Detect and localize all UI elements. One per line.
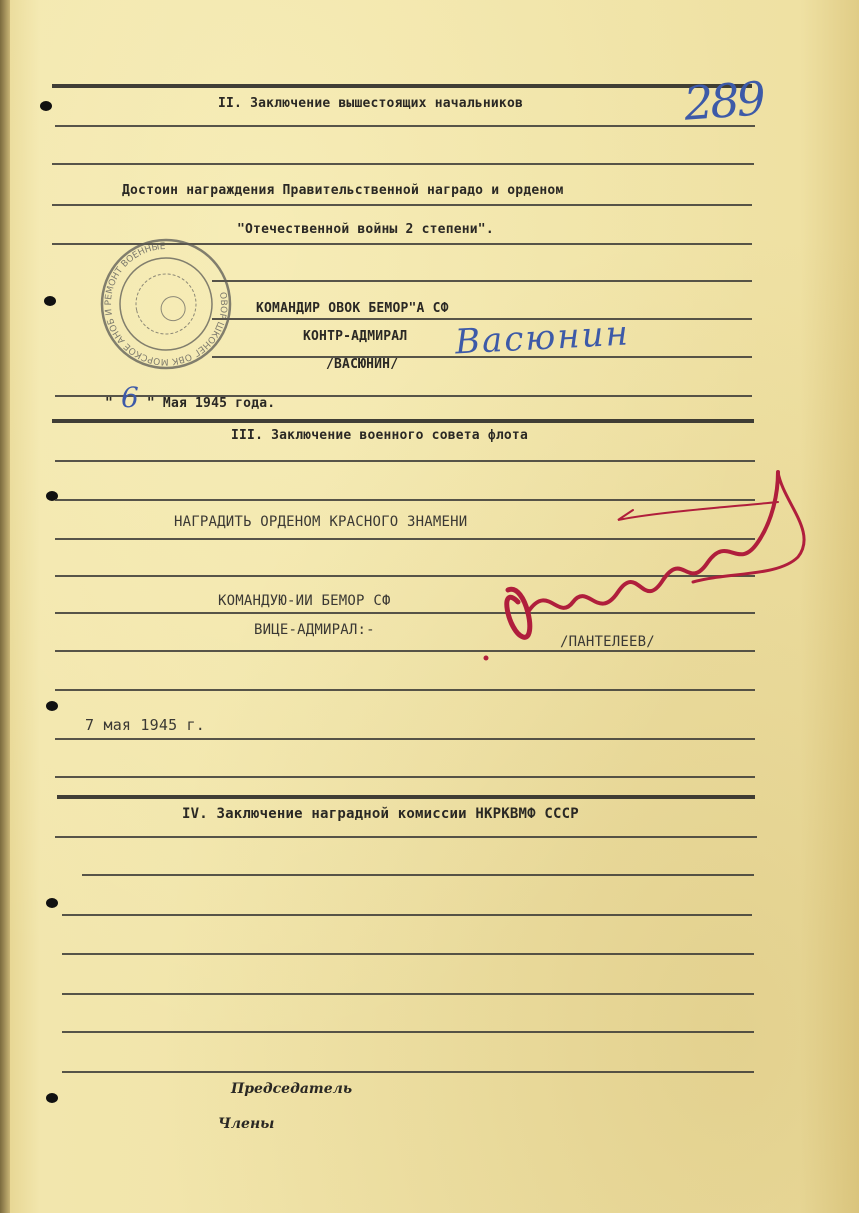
section4-heading: IV. Заключение наградной комиссии НКРКВМФ СССР [182, 806, 579, 822]
date-rest: " Мая 1945 года. [146, 396, 276, 411]
ruled-line [212, 280, 752, 282]
punch-hole [46, 1093, 58, 1103]
ruled-line [55, 689, 755, 691]
punch-hole [40, 101, 52, 111]
section3-heading: III. Заключение военного совета флота [231, 428, 528, 443]
section2-signer-name: /ВАСЮНИН/ [326, 357, 399, 372]
signature-vasyunin: Васюнин [454, 313, 631, 363]
section-divider [52, 419, 754, 423]
punch-hole [44, 296, 56, 306]
section2-heading: II. Заключение вышестоящих начальников [218, 96, 524, 111]
chairman-label: Председатель [231, 1081, 353, 1097]
ruled-line [62, 953, 754, 955]
section2-signer-title1: КОМАНДИР ОВОК БЕМОР"А СФ [256, 301, 449, 316]
page-edge [0, 0, 10, 1213]
archive-number: 289 [682, 71, 765, 131]
ruled-line [55, 836, 757, 838]
section3-signer-title1: КОМАНДУЮ-ИИ БЕМОР СФ [218, 593, 391, 609]
members-label: Члены [218, 1116, 275, 1132]
punch-hole [46, 701, 58, 711]
section3-decision: НАГРАДИТЬ ОРДЕНОМ КРАСНОГО ЗНАМЕНИ [174, 514, 468, 530]
section2-text-line2: "Отечественной войны 2 степени". [237, 222, 494, 237]
section3-signer-title2: ВИЦЕ-АДМИРАЛ:- [254, 622, 375, 638]
ruled-line [62, 914, 752, 916]
ruled-line [212, 318, 752, 320]
ruled-line [52, 163, 754, 165]
round-stamp [85, 223, 246, 384]
ruled-line [62, 1031, 754, 1033]
ruled-line [82, 874, 754, 876]
section3-signer-name: /ПАНТЕЛЕЕВ/ [560, 634, 655, 650]
section-divider [52, 84, 752, 88]
punch-hole [46, 898, 58, 908]
ruled-line [62, 1071, 754, 1073]
stamp-text: ОВОР ШКОНЕГ ОВК МОРСКОЕ АНОБ И РЕМОНТ ВОЕННЫЕ [103, 241, 229, 367]
date-quote: " [105, 396, 114, 411]
section2-signer-title2: КОНТР-АДМИРАЛ [303, 329, 408, 344]
ruled-line [55, 776, 755, 778]
section2-date [105, 381, 275, 414]
section-divider [57, 795, 755, 799]
date-day: 6 [121, 381, 139, 414]
ruled-line [55, 738, 755, 740]
ruled-line [55, 125, 755, 127]
ruled-line [62, 993, 754, 995]
section3-date: 7 мая 1945 г. [85, 716, 205, 734]
ruled-line [52, 204, 752, 206]
signature-panteleev [478, 462, 818, 672]
section2-text-line1: Достоин награждения Правительственной наградо и орденом [122, 183, 564, 198]
